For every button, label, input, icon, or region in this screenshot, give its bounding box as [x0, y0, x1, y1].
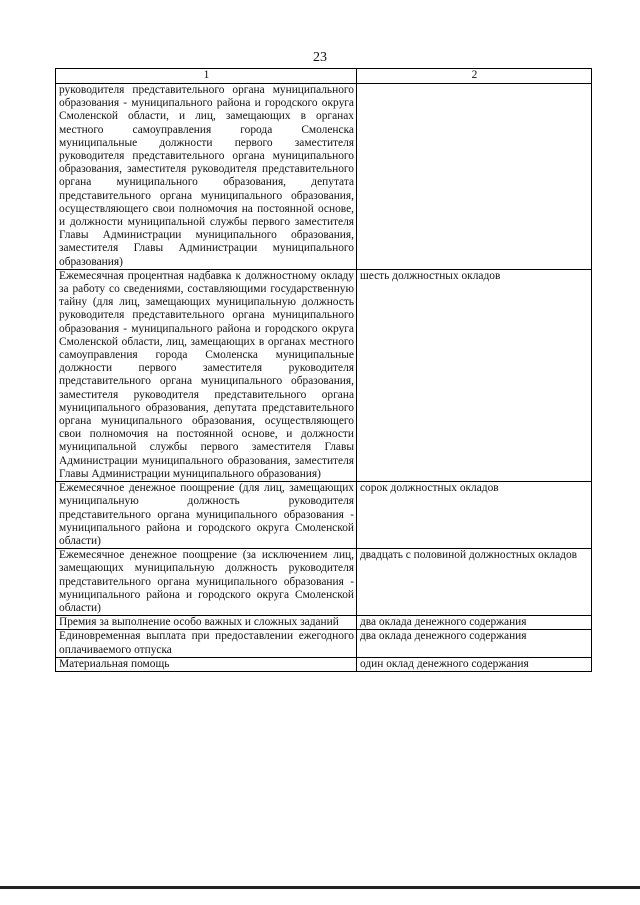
table-row: [56, 549, 592, 616]
table-row: [56, 657, 592, 671]
payment-description-cell: Единовременная выплата при предоставлении ежегодного оплачиваемого отпуска: [56, 630, 357, 657]
payment-amount-cell: шесть должностных окладов: [357, 269, 592, 481]
table-row: [56, 630, 592, 657]
payment-amount-cell: один оклад денежного содержания: [357, 657, 592, 671]
payment-amount-cell: сорок должностных окладов: [357, 482, 592, 549]
payment-description-cell: Материальная помощь: [56, 657, 357, 671]
bottom-rule: [0, 886, 640, 889]
payments-table: [55, 68, 592, 672]
page-number: 23: [313, 50, 327, 65]
table-row: [56, 84, 592, 270]
table-row: [56, 269, 592, 481]
payment-description-cell: Премия за выполнение особо важных и сложных заданий: [56, 616, 357, 630]
payment-description-cell: руководителя представительного органа муниципального образования - муниципального района и городского округа Смоленской области, и лиц, замещающих в органах местного самоуправления города Смоленска муниципальные должности первого заместителя руководителя представительного органа муниципального образования, заместителя руководителя представительного органа муниципального образования, депутата представительного органа муниципального образования, осуществляющего свои полномочия на постоянной основе, и должности муниципальной службы первого заместителя Главы Администрации муниципального образования, заместителя Главы Администрации муниципального образования): [56, 84, 357, 270]
column-header-1: 1: [56, 69, 357, 84]
table-row: [56, 616, 592, 630]
payment-description-cell: Ежемесячная процентная надбавка к должностному окладу за работу со сведениями, составляющими государственную тайну (для лиц, замещающих муниципальную должность руководителя представительного органа муниципального образования - муниципального района и городского округа Смоленской области, лиц, замещающих в органах местного самоуправления города Смоленска муниципальные должности первого заместителя руководителя представительного органа муниципального образования, заместителя руководителя представительного органа муниципального образования, депутата представительного органа муниципального образования, осуществляющего свои полномочия на постоянной основе, и должности муниципальной службы первого заместителя Главы Администрации муниципального образования, заместителя Главы Администрации муниципального образования): [56, 269, 357, 481]
payment-description-cell: Ежемесячное денежное поощрение (за исключением лиц, замещающих муниципальную должность руководителя представительного органа муниципального образования - муниципального района и городского округа Смоленской области): [56, 549, 357, 616]
payment-amount-cell: двадцать с половиной должностных окладов: [357, 549, 592, 616]
table-header-row: [56, 69, 592, 84]
payment-amount-cell: два оклада денежного содержания: [357, 630, 592, 657]
payment-amount-cell: два оклада денежного содержания: [357, 616, 592, 630]
column-header-2: 2: [357, 69, 592, 84]
payment-description-cell: Ежемесячное денежное поощрение (для лиц, замещающих муниципальную должность руководителя представительного органа муниципального образования - муниципального района и городского округа Смоленской области): [56, 482, 357, 549]
table-row: [56, 482, 592, 549]
payment-amount-cell: [357, 84, 592, 270]
